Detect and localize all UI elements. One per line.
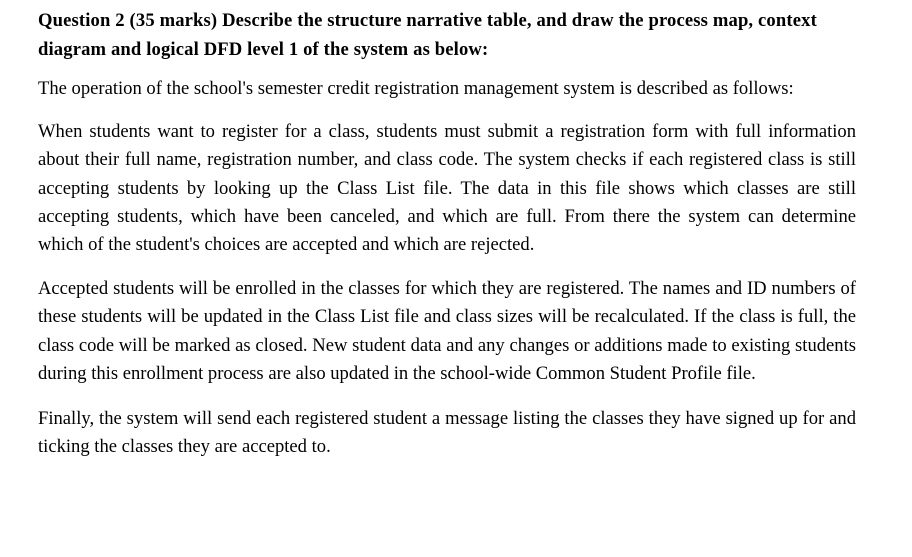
question-heading: Question 2 (35 marks) Describe the structure narrative table, and draw the process map, context diagram and logical DFD level 1 of the system as below: (38, 10, 817, 60)
enrollment-paragraph: Accepted students will be enrolled in the classes for which they are registered. The names and ID numbers of these students will be updated in the Class List file and class sizes will be recalculated. If the class is full, the class code will be marked as closed. New student data and any changes or additions made to existing students during this enrollment process are also updated in the school-wide Common Student Profile file. (38, 278, 856, 384)
intro-paragraph: The operation of the school's semester credit registration management system is described as follows: (38, 78, 794, 99)
registration-paragraph: When students want to register for a class, students must submit a registration form with full information about their full name, registration number, and class code. The system checks if each registered class is still accepting students by looking up the Class List file. The data in this file shows which classes are still accepting students, which have been canceled, and which are full. From there the system can determine which of the student's choices are accepted and which are rejected. (38, 121, 856, 256)
document-page (38, 6, 856, 475)
notification-paragraph: Finally, the system will send each registered student a message listing the classes they have signed up for and ticking the classes they are accepted to. (38, 408, 856, 458)
